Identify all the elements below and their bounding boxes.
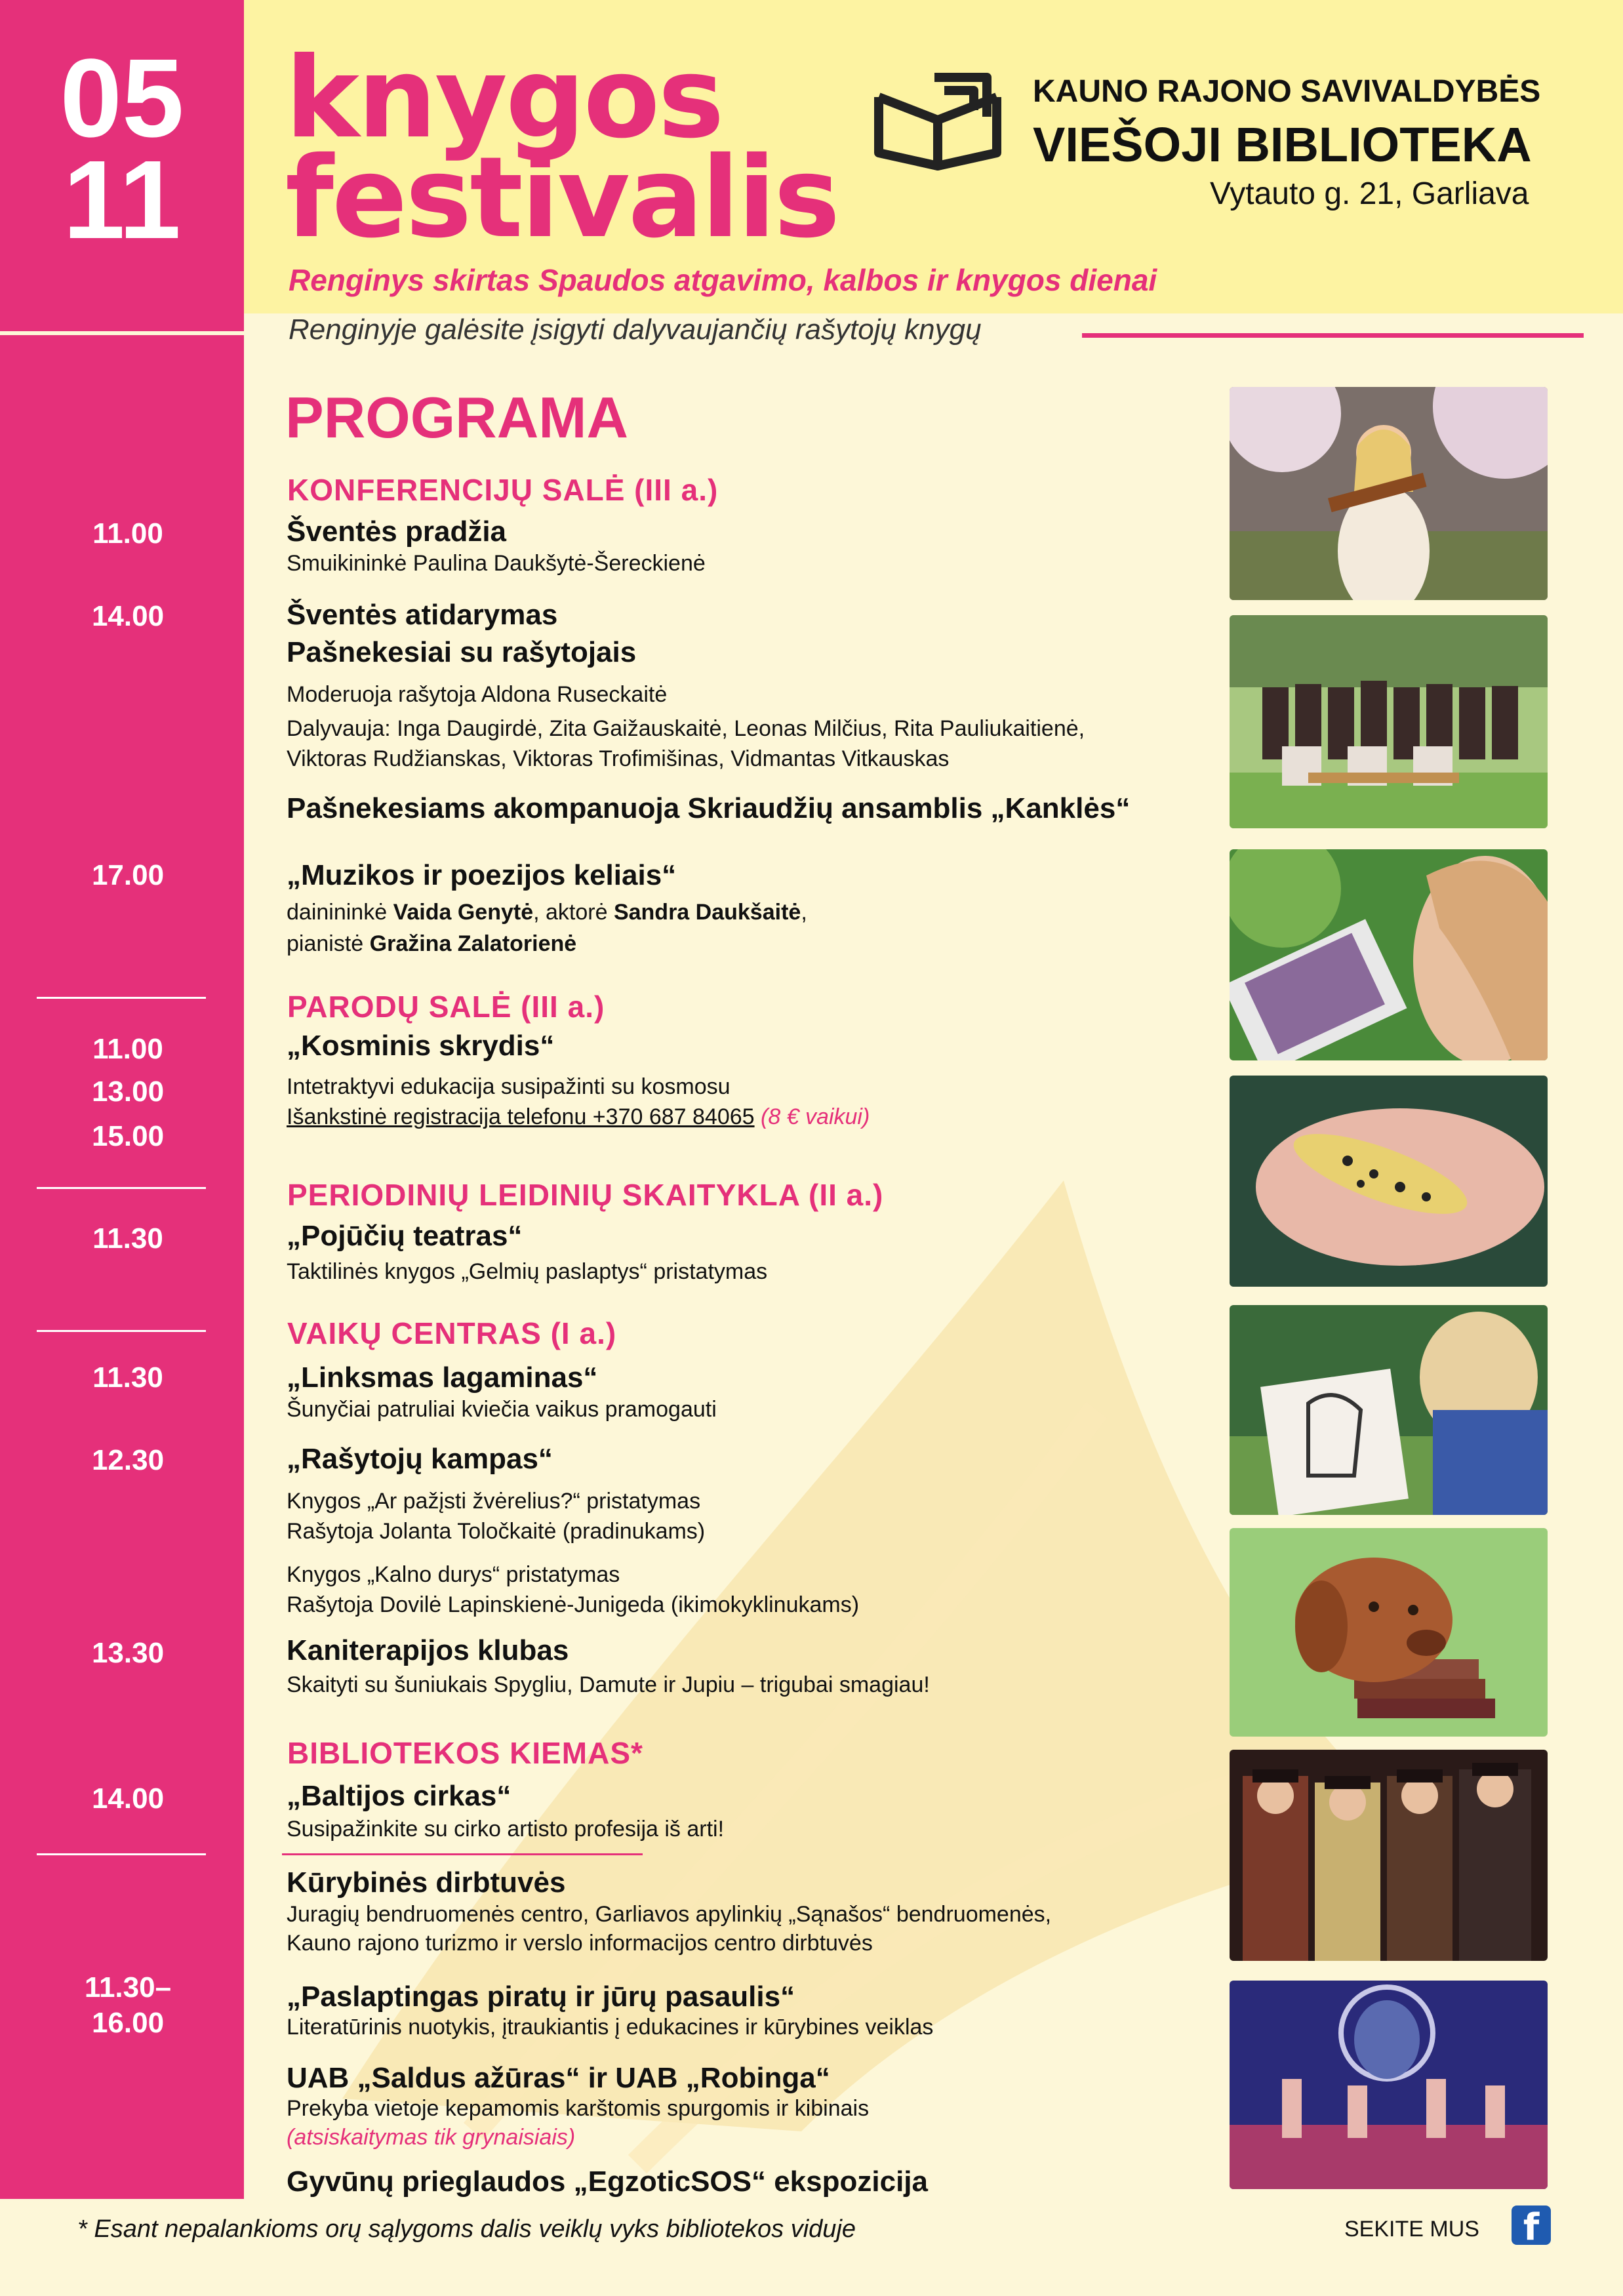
time-label: 11.30– [84, 1971, 172, 2004]
section-childrens-center: VAIKŲ CENTRAS (I a.) [287, 1316, 617, 1350]
event-description: Rašytoja Dovilė Lapinskienė-Junigeda (ikimokyklinukams) [287, 1592, 860, 1617]
time-label: 11.30 [92, 1361, 163, 1394]
date-month: 11 [63, 138, 181, 262]
event-title: „Baltijos cirkas“ [287, 1780, 511, 1812]
follow-us-label: SEKITE MUS [1344, 2217, 1479, 2242]
section-periodicals-reading-room: PERIODINIŲ LEIDINIŲ SKAITYKLA (II a.) [287, 1178, 884, 1212]
time-label: 16.00 [91, 2007, 165, 2039]
event-title: „Muzikos ir poezijos keliais“ [287, 859, 677, 891]
folk-ensemble-photo [1230, 615, 1548, 828]
section-library-yard: BIBLIOTEKOS KIEMAS* [287, 1736, 643, 1770]
violinist-photo [1230, 387, 1548, 600]
sidebar-divider [0, 331, 244, 335]
dog-with-books-photo [1230, 1528, 1548, 1737]
facebook-icon[interactable]: f [1512, 2205, 1551, 2245]
sidebar-separator [37, 1187, 206, 1189]
event-subtitle-books: Renginyje galėsite įsigyti dalyvaujančių rašytojų knygų [289, 313, 982, 346]
event-title: „Pojūčių teatras“ [287, 1220, 523, 1252]
time-label: 17.00 [91, 859, 165, 891]
event-description: Viktoras Rudžianskas, Viktoras Trofimišinas, Vidmantas Vitkauskas [287, 746, 950, 771]
event-title: Šventės pradžia [287, 515, 507, 548]
event-description: Moderuoja rašytoja Aldona Ruseckaitė [287, 682, 668, 707]
subtitle-underline [1082, 333, 1584, 338]
event-description: Prekyba vietoje kepamomis karštomis spurgomis ir kibinais [287, 2096, 870, 2121]
sidebar-separator [37, 997, 206, 999]
event-title: „Rašytojų kampas“ [287, 1443, 553, 1475]
library-logo-icon [872, 71, 1003, 172]
event-description: Juragių bendruomenės centro, Garliavos apylinkių „Sąnašos“ bendruomenės, [287, 1902, 1052, 1927]
title-line2: festivalis [285, 133, 839, 263]
girl-reading-photo [1230, 849, 1548, 1060]
time-label: 15.00 [91, 1120, 165, 1152]
event-description: Kauno rajono turizmo ir verslo informacijos centro dirbtuvės [287, 1931, 873, 1956]
time-label: 13.30 [91, 1637, 165, 1669]
sidebar-separator [37, 1853, 206, 1855]
event-title: „Kosminis skrydis“ [287, 1030, 555, 1062]
event-description: Skaityti su šuniukais Spygliu, Damute ir Jupiu – trigubai smagiau! [287, 1672, 930, 1697]
event-description: pianistė Gražina Zalatorienė [287, 931, 577, 956]
event-title: Kaniterapijos klubas [287, 1634, 569, 1666]
time-label: 12.30 [91, 1444, 165, 1476]
date-day: 05 [60, 36, 184, 161]
gecko-photo [1230, 1076, 1548, 1287]
time-label: 11.00 [92, 517, 163, 550]
event-description: Knygos „Kalno durys“ pristatymas [287, 1562, 620, 1587]
sidebar-separator [37, 1330, 206, 1332]
event-description: Išankstinė registracija telefonu +370 687 84065 (8 € vaikui) [287, 1104, 870, 1129]
library-address: Vytauto g. 21, Garliava [1210, 176, 1529, 211]
event-title: „Linksmas lagaminas“ [287, 1361, 598, 1394]
event-title: „Paslaptingas piratų ir jūrų pasaulis“ [287, 1981, 795, 2013]
time-label: 11.30 [92, 1222, 163, 1255]
pirates-photo [1230, 1750, 1548, 1961]
time-label: 14.00 [91, 1782, 165, 1815]
event-description: Literatūrinis nuotykis, įtraukiantis į edukacines ir kūrybines veiklas [287, 2015, 934, 2040]
library-name-line1: KAUNO RAJONO SAVIVALDYBĖS [1033, 74, 1541, 109]
weather-footnote: * Esant nepalankioms orų sąlygoms dalis veiklų vyks bibliotekos viduje [77, 2215, 856, 2243]
event-title: UAB „Saldus ažūras“ ir UAB „Robinga“ [287, 2062, 830, 2094]
event-title: Pašnekesiams akompanuoja Skriaudžių ansamblis „Kanklės“ [287, 792, 1131, 824]
library-name-line2: VIEŠOJI BIBLIOTEKA [1033, 117, 1532, 172]
event-description: Šunyčiai patruliai kviečia vaikus pramogauti [287, 1397, 717, 1422]
event-description: Taktilinės knygos „Gelmių paslaptys“ pristatymas [287, 1259, 768, 1284]
event-title: Gyvūnų prieglaudos „EgzoticSOS“ ekspozicija [287, 2165, 928, 2198]
event-title: Šventės atidarymas [287, 599, 558, 631]
event-description: (atsiskaitymas tik grynaisiais) [287, 2125, 576, 2150]
girl-painting-photo [1230, 1305, 1548, 1515]
section-conference-hall: KONFERENCIJŲ SALĖ (III a.) [287, 473, 719, 507]
program-title: PROGRAMA [285, 385, 629, 450]
title-line1: knygos [285, 33, 723, 163]
section-exhibition-hall: PARODŲ SALĖ (III a.) [287, 990, 605, 1024]
time-label: 14.00 [91, 600, 165, 632]
event-description: Rašytoja Jolanta Toločkaitė (pradinukams) [287, 1519, 706, 1544]
event-description: Susipažinkite su cirko artisto profesija iš arti! [287, 1817, 725, 1842]
circus-photo [1230, 1981, 1548, 2189]
time-label: 11.00 [92, 1033, 163, 1065]
event-subtitle: Renginys skirtas Spaudos atgavimo, kalbos ir knygos dienai [289, 263, 1157, 297]
time-label: 13.00 [91, 1076, 165, 1108]
event-description: Smuikininkė Paulina Daukšytė-Šereckienė [287, 551, 706, 576]
section-divider [282, 1853, 643, 1855]
event-title: Pašnekesiai su rašytojais [287, 636, 637, 668]
event-description: Dalyvauja: Inga Daugirdė, Zita Gaižauskaitė, Leonas Milčius, Rita Pauliukaitienė, [287, 716, 1085, 741]
event-description: Intetraktyvi edukacija susipažinti su kosmosu [287, 1074, 731, 1099]
event-description: dainininkė Vaida Genytė, aktorė Sandra Daukšaitė, [287, 900, 807, 925]
event-title: Kūrybinės dirbtuvės [287, 1866, 566, 1899]
event-description: Knygos „Ar pažįsti žvėrelius?“ pristatymas [287, 1489, 701, 1514]
